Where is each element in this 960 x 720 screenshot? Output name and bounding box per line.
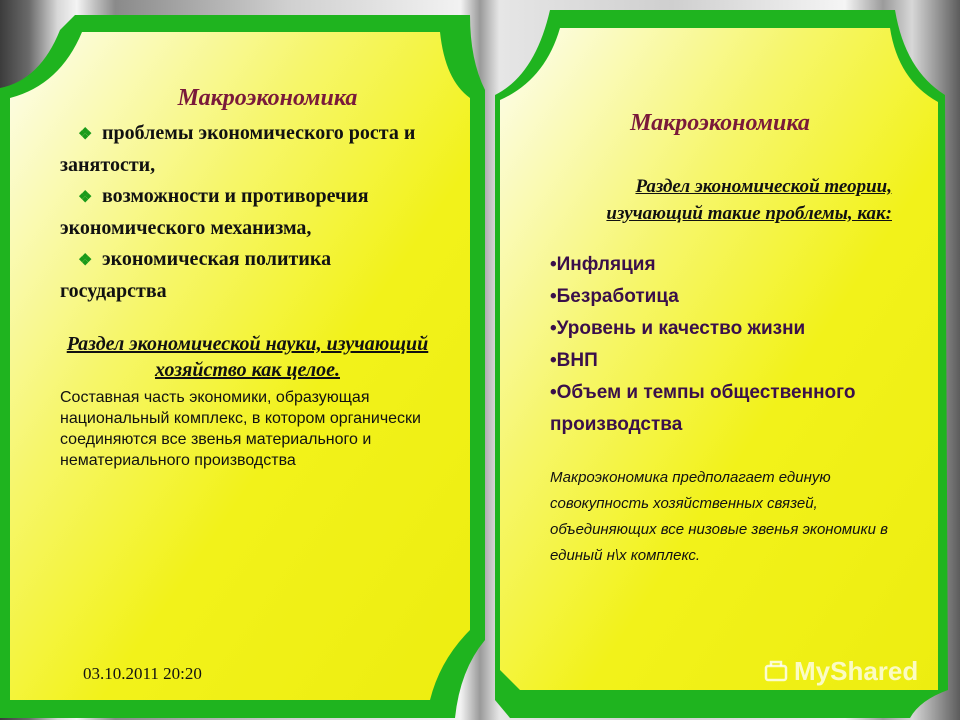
left-body-text: Составная часть экономики, образующая национальный комплекс, в котором органически соединяются все звенья материального и нематериального производства [60, 389, 421, 469]
left-definition: Раздел экономической науки, изучающий хозяйство как целое. [66, 333, 429, 381]
right-title: Макроэкономика [630, 110, 810, 136]
myshared-logo-icon [764, 658, 790, 684]
watermark-text: MyShared [794, 656, 919, 686]
watermark [764, 656, 918, 687]
diamond-bullet-icon: ❖ [78, 189, 93, 206]
list-item: •ВНП [550, 350, 598, 371]
list-item: •Уровень и качество жизни [550, 318, 806, 339]
list-item: ❖ проблемы экономического роста и занятости, [60, 118, 435, 181]
left-title: Макроэкономика [177, 85, 358, 111]
list-item: •Безработица [550, 286, 679, 307]
right-panel [540, 110, 900, 569]
left-panel [60, 85, 435, 471]
list-item: ❖ возможности и противоречия экономического механизма, [60, 181, 435, 244]
diamond-bullet-icon: ❖ [78, 252, 93, 269]
list-item: •Объем и темпы общественного производства [550, 382, 856, 435]
date-label: 03.10.2011 20:20 [83, 664, 202, 683]
list-item: ❖ экономическая политика государства [60, 244, 435, 307]
left-bullet-list [60, 118, 435, 307]
right-note: Макроэкономика предполагает единую совокупность хозяйственных связей, объединяющих все низовые звенья экономики в единый н\х комплекс. [550, 469, 888, 564]
list-item: •Инфляция [550, 254, 656, 275]
diamond-bullet-icon: ❖ [78, 126, 93, 143]
right-definition: Раздел экономической теории, изучающий такие проблемы, как: [606, 176, 892, 224]
right-item-list [550, 249, 900, 441]
